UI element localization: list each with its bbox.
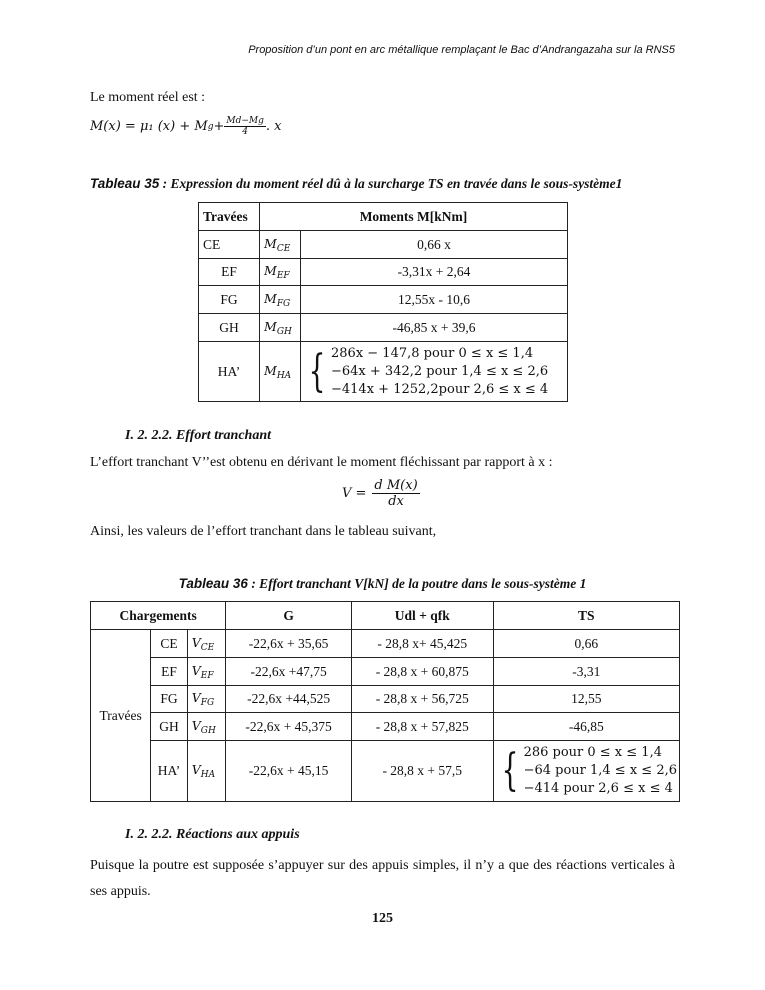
ts-cell: 0,66 <box>493 630 679 658</box>
header-travees: Travées <box>199 203 260 231</box>
expression-cell: 0,66 x <box>301 231 568 259</box>
piecewise-cell <box>301 342 568 402</box>
shear-text: L’effort tranchant V’’est obtenu en dérivant le moment fléchissant par rapport à x : <box>90 455 553 470</box>
udl-cell: - 28,8 x+ 45,425 <box>351 630 493 658</box>
table35-caption-text: : Expression du moment réel dû à la surcharge TS en travée dans le sous-système1 <box>159 176 623 191</box>
g-cell: -22,6x + 45,375 <box>226 713 352 741</box>
symbol-cell: $V_{GH}$ <box>187 713 226 741</box>
section-title-reactions: I. 2. 2.2. Réactions aux appuis <box>125 827 300 842</box>
shear-denominator: dx <box>388 494 404 509</box>
ts-cell: -46,85 <box>493 713 679 741</box>
table-row <box>91 741 680 802</box>
formula-fraction <box>224 116 266 137</box>
table36-caption-text: : Effort tranchant V[kN] de la poutre dans le sous-système 1 <box>247 576 587 591</box>
ts-cell: -3,31 <box>493 658 679 686</box>
shear-fraction <box>372 478 419 509</box>
g-cell: -22,6x + 35,65 <box>226 630 352 658</box>
symbol-cell: $V_{CE}$ <box>187 630 226 658</box>
shear-after: Ainsi, les valeurs de l’effort tranchant dans le tableau suivant, <box>90 524 437 539</box>
formula-denominator: 4 <box>242 127 248 137</box>
table36-caption <box>0 576 765 592</box>
formula-plus: + <box>213 119 225 134</box>
formula-lhs: M(x) = μ₁ (x) + M <box>90 119 208 134</box>
table35-caption <box>90 176 622 192</box>
udl-cell: - 28,8 x + 57,5 <box>351 741 493 802</box>
span-cell: FG <box>151 686 188 713</box>
piecewise-line: −64 pour 1,4 ≤ x ≤ 2,6 <box>523 763 677 778</box>
piecewise-expression <box>496 744 677 798</box>
symbol-cell: $M_{EF}$ <box>260 259 301 286</box>
header-ts: TS <box>493 602 679 630</box>
brace-glyph: { <box>308 345 326 397</box>
g-cell: -22,6x +47,75 <box>226 658 352 686</box>
span-cell: CE <box>151 630 188 658</box>
span-cell: EF <box>151 658 188 686</box>
span-cell: GH <box>151 713 188 741</box>
table-row <box>91 658 680 686</box>
table-row <box>199 342 568 402</box>
header-moments: Moments M[kNm] <box>260 203 568 231</box>
table-row <box>199 314 568 342</box>
table-36 <box>90 601 680 802</box>
group-travees: Travées <box>91 630 151 802</box>
shear-numerator: d M(x) <box>374 478 418 493</box>
formula-tail: . x <box>265 119 282 134</box>
symbol-cell: $M_{CE}$ <box>260 231 301 259</box>
page-number: 125 <box>372 911 393 926</box>
shear-formula-lhs: V = <box>342 486 367 501</box>
span-cell: CE <box>199 231 260 259</box>
symbol-cell: $V_{HA}$ <box>187 741 226 802</box>
table36-label: Tableau 36 <box>178 576 248 591</box>
udl-cell: - 28,8 x + 60,875 <box>351 658 493 686</box>
symbol-cell: $V_{EF}$ <box>187 658 226 686</box>
header-g: G <box>226 602 352 630</box>
header-chargements: Chargements <box>91 602 226 630</box>
formula-g-sub: g <box>207 121 214 132</box>
shear-formula <box>342 478 420 509</box>
table-row <box>199 286 568 314</box>
table-row <box>199 259 568 286</box>
span-cell: HA’ <box>151 741 188 802</box>
symbol-cell: $M_{HA}$ <box>260 342 301 402</box>
piecewise-line: −64x + 342,2 pour 1,4 ≤ x ≤ 2,6 <box>331 363 549 379</box>
table35-label: Tableau 35 <box>90 176 160 191</box>
piecewise-line: −414 pour 2,6 ≤ x ≤ 4 <box>523 781 673 796</box>
ts-cell: 12,55 <box>493 686 679 713</box>
udl-cell: - 28,8 x + 56,725 <box>351 686 493 713</box>
g-cell: -22,6x + 45,15 <box>226 741 352 802</box>
span-cell: EF <box>199 259 260 286</box>
symbol-cell: $V_{FG}$ <box>187 686 226 713</box>
formula-numerator: Md−Mg <box>226 116 264 126</box>
moment-intro: Le moment réel est : <box>90 90 206 105</box>
running-header: Proposition d’un pont en arc métallique remplaçant le Bac d’Andrangazaha sur la RNS5 <box>248 44 675 56</box>
piecewise-expression <box>303 345 565 399</box>
table-row <box>199 231 568 259</box>
piecewise-line: −414x + 1252,2pour 2,6 ≤ x ≤ 4 <box>331 381 549 397</box>
table-row <box>91 713 680 741</box>
table-row <box>91 630 680 658</box>
section-title-shear: I. 2. 2.2. Effort tranchant <box>125 428 271 443</box>
reactions-text: Puisque la poutre est supposée s’appuyer sur des appuis simples, il n’y a que des réactions verticales à ses appuis. <box>90 858 675 899</box>
span-cell: HA’ <box>199 342 260 402</box>
moment-formula <box>90 116 281 137</box>
symbol-cell: $M_{GH}$ <box>260 314 301 342</box>
span-cell: GH <box>199 314 260 342</box>
piecewise-line: 286x − 147,8 pour 0 ≤ x ≤ 1,4 <box>331 345 534 361</box>
expression-cell: 12,55x - 10,6 <box>301 286 568 314</box>
expression-cell: -46,85 x + 39,6 <box>301 314 568 342</box>
span-cell: FG <box>199 286 260 314</box>
g-cell: -22,6x +44,525 <box>226 686 352 713</box>
piecewise-line: 286 pour 0 ≤ x ≤ 1,4 <box>523 745 662 760</box>
brace-glyph: { <box>501 745 518 796</box>
symbol-cell: $M_{FG}$ <box>260 286 301 314</box>
header-udl: Udl + qfk <box>351 602 493 630</box>
udl-cell: - 28,8 x + 57,825 <box>351 713 493 741</box>
table-35 <box>198 202 568 402</box>
expression-cell: -3,31x + 2,64 <box>301 259 568 286</box>
table-row <box>91 686 680 713</box>
ts-piecewise-cell <box>493 741 679 802</box>
